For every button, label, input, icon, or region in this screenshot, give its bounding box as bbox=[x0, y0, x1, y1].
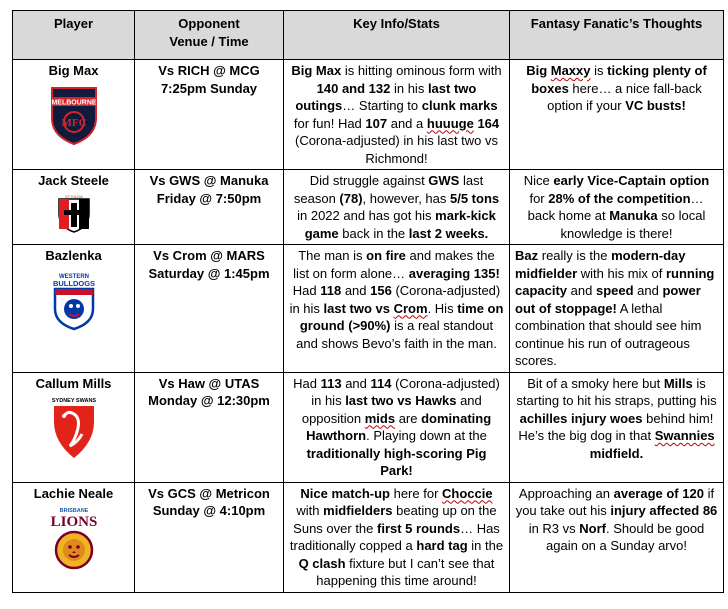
header-player: Player bbox=[13, 11, 135, 60]
opponent-cell: Vs RICH @ MCG 7:25pm Sunday bbox=[135, 60, 284, 170]
player-cell bbox=[13, 60, 135, 170]
svg-text:LIONS: LIONS bbox=[50, 514, 97, 530]
key-info-cell: Had 113 and 114 (Corona-adjusted) in his last two vs Hawks and opposition mids are dominating Hawthorn. Playing down at the traditionally high-scoring Pig Park! bbox=[284, 372, 510, 482]
player-name: Lachie Neale bbox=[33, 485, 114, 501]
opponent-cell: Vs GWS @ Manuka Friday @ 7:50pm bbox=[135, 170, 284, 245]
key-info-cell: The man is on fire and makes the list on form alone… averaging 135! Had 118 and 156 (Corona-adjusted) in his last two vs Crom. His time on ground (>90%) is a real standout and shows Bevo’s faith in the man. bbox=[284, 245, 510, 373]
st-kilda-logo bbox=[56, 194, 92, 234]
opponent-cell: Vs Crom @ MARS Saturday @ 1:45pm bbox=[135, 245, 284, 373]
table-row bbox=[13, 60, 724, 170]
thoughts-cell: Big Maxxy is ticking plenty of boxes here… a nice fall-back option if your VC busts! bbox=[510, 60, 724, 170]
thoughts-cell: Baz really is the modern-day midfielder with his mix of running capacity and speed and power out of stoppage! A lethal combination that should see him continue his run of outrageous scores. bbox=[510, 245, 724, 373]
svg-text:ST KILDA: ST KILDA bbox=[64, 193, 83, 199]
opponent-cell: Vs GCS @ Metricon Sunday @ 4:10pm bbox=[135, 482, 284, 592]
table-row bbox=[13, 245, 724, 373]
header-row bbox=[13, 11, 724, 60]
western-bulldogs-logo bbox=[49, 269, 99, 331]
svg-text:WESTERN: WESTERN bbox=[58, 273, 89, 280]
svg-text:SYDNEY SWANS: SYDNEY SWANS bbox=[51, 398, 96, 404]
svg-text:BULLDOGS: BULLDOGS bbox=[52, 278, 95, 288]
player-name: Callum Mills bbox=[35, 375, 112, 391]
brisbane-lions-logo bbox=[46, 506, 102, 572]
player-cell bbox=[13, 170, 135, 245]
svg-text:MFC: MFC bbox=[60, 116, 87, 129]
table-row bbox=[13, 372, 724, 482]
svg-text:BRISBANE: BRISBANE bbox=[59, 508, 88, 514]
thoughts-cell: Nice early Vice-Captain option for 28% of the competition… back home at Manuka so local knowledge is there! bbox=[510, 170, 724, 245]
thoughts-cell: Approaching an average of 120 if you take out his injury affected 86 in R3 vs Norf. Should be good again on a Sunday arvo! bbox=[510, 482, 724, 592]
table-row bbox=[13, 482, 724, 592]
opponent-cell: Vs Haw @ UTAS Monday @ 12:30pm bbox=[135, 372, 284, 482]
table-row bbox=[13, 170, 724, 245]
key-info-cell: Did struggle against GWS last season (78), however, has 5/5 tons in 2022 and has got his mark-kick game back in the last 2 weeks. bbox=[284, 170, 510, 245]
fantasy-table bbox=[12, 10, 724, 593]
sydney-swans-logo bbox=[48, 396, 100, 462]
player-name: Bazlenka bbox=[45, 248, 102, 263]
svg-text:MELBOURNE: MELBOURNE bbox=[50, 99, 97, 106]
player-name: Big Max bbox=[48, 63, 99, 78]
player-cell bbox=[13, 482, 135, 592]
player-cell bbox=[13, 372, 135, 482]
player-name: Jack Steele bbox=[38, 173, 109, 188]
header-thoughts: Fantasy Fanatic’s Thoughts bbox=[510, 11, 724, 60]
melbourne-logo bbox=[48, 84, 100, 146]
header-opponent: Opponent Venue / Time bbox=[135, 11, 284, 60]
key-info-cell: Nice match-up here for Choccie with midfielders beating up on the Suns over the first 5 rounds… Has traditionally copped a hard tag in the Q clash fixture but I can’t see that happening this time around! bbox=[284, 482, 510, 592]
key-info-cell: Big Max is hitting ominous form with 140 and 132 in his last two outings… Starting to clunk marks for fun! Had 107 and a huuuge 164 (Corona-adjusted) in his last two vs Richmond! bbox=[284, 60, 510, 170]
player-cell bbox=[13, 245, 135, 373]
header-key-info: Key Info/Stats bbox=[284, 11, 510, 60]
thoughts-cell: Bit of a smoky here but Mills is starting to hit his straps, putting his achilles injury woes behind him! He’s the big dog in that Swannies midfield. bbox=[510, 372, 724, 482]
